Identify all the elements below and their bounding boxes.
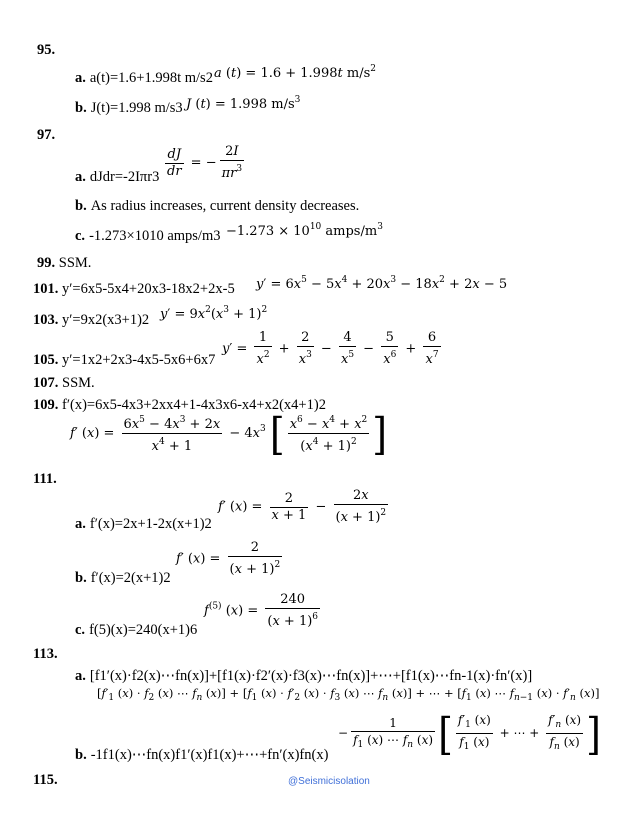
problem-113-b xyxy=(75,746,328,764)
part-a-label: a. xyxy=(75,516,86,532)
problem-111-number: 111. xyxy=(33,471,57,487)
problem-97-b xyxy=(75,197,359,215)
problem-111-b-formula: f′ (x) = $\frac{2}{(x + 1)^2}$ xyxy=(176,540,281,577)
problem-105-formula: y′ = $\frac{1}{x^2}$ + $\frac{2}{x^3}$ − $\frac{4}{x^5}$ − $\frac{5}{x^6}$ + $\frac{6}{x^7}$ xyxy=(222,330,439,367)
problem-101 xyxy=(33,280,235,298)
problem-105-text: y′=1x2+2x3-4x5-5x6+6x7 xyxy=(62,352,216,368)
problem-113-a xyxy=(75,667,532,685)
problem-97-b-text: As radius increases, current density decreases. xyxy=(90,198,360,214)
problem-99-text: SSM. xyxy=(58,255,92,271)
problem-95-number: 95. xyxy=(37,42,56,58)
part-b-label: b. xyxy=(75,570,87,586)
problem-99 xyxy=(37,254,91,272)
problem-105 xyxy=(33,351,215,369)
problem-107-number: 107. xyxy=(33,375,59,391)
problem-113-a-formula: [$f'_1$ $(x) \cdot f_2$ (x) ⋯ $f_n$ $(x)] + [f_1$ $(x) \cdot f'_2$ $(x) \cdot f_3$ (x) ⋯ $f_n$ (x)] + ⋯ + [$f_1$ (x) ⋯ $f_{n-1}$ $(x) \cdot f'_n$ (x)] xyxy=(97,686,600,703)
part-b-label: b. xyxy=(75,747,87,763)
problem-95-b xyxy=(75,99,183,117)
problem-111-a xyxy=(75,515,212,533)
problem-107-text: SSM. xyxy=(62,375,95,391)
problem-109-formula: f′ (x) = $\frac{6x^5 - 4x^3 + 2x}{x^4 + 1}$ − $4x^3$ [ $\frac{x^6 - x^4 + x^2}{(x^4 + 1)^2}$ ] xyxy=(70,408,388,459)
problem-101-number: 101. xyxy=(33,281,59,297)
problem-101-formula: $y' = 6x^5 - 5x^4 + 20x^3 - 18x^2 + 2x - 5$ xyxy=(256,275,508,292)
problem-115-number: 115. xyxy=(33,772,58,788)
problem-97-a-text: dJdr=-2Iπr3 xyxy=(89,169,160,185)
problem-111-b-text: f′(x)=2(x+1)2 xyxy=(90,570,171,586)
watermark: @Seismicisolation xyxy=(288,776,370,787)
problem-97-c-text: -1.273×1010 amps/m3 xyxy=(89,228,221,244)
problem-103 xyxy=(33,311,149,329)
problem-97-number: 97. xyxy=(37,127,56,143)
part-a-label: a. xyxy=(75,668,86,684)
problem-99-number: 99. xyxy=(37,255,56,271)
problem-111-c-text: f(5)(x)=240(x+1)6 xyxy=(89,622,198,638)
problem-111-c-formula: $f^{(5)}$ (x) = $\frac{240}{(x + 1)^6}$ xyxy=(204,592,319,629)
problem-97-c-formula: $-1.273 \times 10^{10}$ amps/$m^3$ xyxy=(226,222,383,239)
problem-105-number: 105. xyxy=(33,352,59,368)
problem-95-b-formula: J (t) = 1.998 $m/s^3$ xyxy=(186,95,301,112)
problem-113-number: 113. xyxy=(33,646,58,662)
part-a-label: a. xyxy=(75,169,86,185)
problem-113-b-formula: − $\frac{1}{f_1 (x) \cdots f_n (x)}$ [ $\frac{f'_1 (x)}{f_1 (x)}$ + ⋯ + $\frac{f'_n (x)}{f_n (x)}$ ] xyxy=(338,708,601,759)
part-b-label: b. xyxy=(75,198,87,214)
problem-111-b xyxy=(75,569,171,587)
problem-101-text: y′=6x5-5x4+20x3-18x2+2x-5 xyxy=(62,281,235,297)
part-c-label: c. xyxy=(75,228,86,244)
problem-109-number: 109. xyxy=(33,397,59,413)
part-b-label: b. xyxy=(75,100,87,116)
problem-95-a xyxy=(75,69,213,87)
problem-97-a-formula: $\frac{dJ}{dr}$ = − $\frac{2I}{\pi r^3}$ xyxy=(167,144,243,181)
problem-97-a xyxy=(75,168,159,186)
problem-97-c xyxy=(75,227,220,245)
part-c-label: c. xyxy=(75,622,86,638)
problem-107 xyxy=(33,374,95,392)
problem-109-text: f′(x)=6x5-4x3+2xx4+1-4x3x6-x4+x2(x4+1)2 xyxy=(62,397,326,413)
problem-111-a-text: f′(x)=2x+1-2x(x+1)2 xyxy=(89,516,212,532)
problem-113-a-text: [f1′(x)·f2(x)⋯fn(x)]+[f1(x)·f2′(x)·f3(x)⋯fn(x)]+⋯+[f1(x)⋯fn-1(x)·fn′(x)] xyxy=(89,668,533,684)
problem-113-b-text: -1f1(x)⋯fn(x)f1′(x)f1(x)+⋯+fn′(x)fn(x) xyxy=(90,747,329,763)
part-a-label: a. xyxy=(75,70,86,86)
problem-103-formula: $y' = 9x^2(x^3 + 1)^2$ xyxy=(160,305,268,322)
problem-95-a-formula: a (t) = 1.6 + 1.998t $m/s^2$ xyxy=(214,64,376,81)
problem-111-c xyxy=(75,621,197,639)
problem-111-a-formula: f′ (x) = $\frac{2}{x + 1}$ − $\frac{2x}{(x + 1)^2}$ xyxy=(218,488,387,525)
problem-95-a-text: a(t)=1.6+1.998t m/s2 xyxy=(89,70,213,86)
problem-95-b-text: J(t)=1.998 m/s3 xyxy=(90,100,183,116)
problem-103-text: y′=9x2(x3+1)2 xyxy=(62,312,150,328)
problem-103-number: 103. xyxy=(33,312,59,328)
